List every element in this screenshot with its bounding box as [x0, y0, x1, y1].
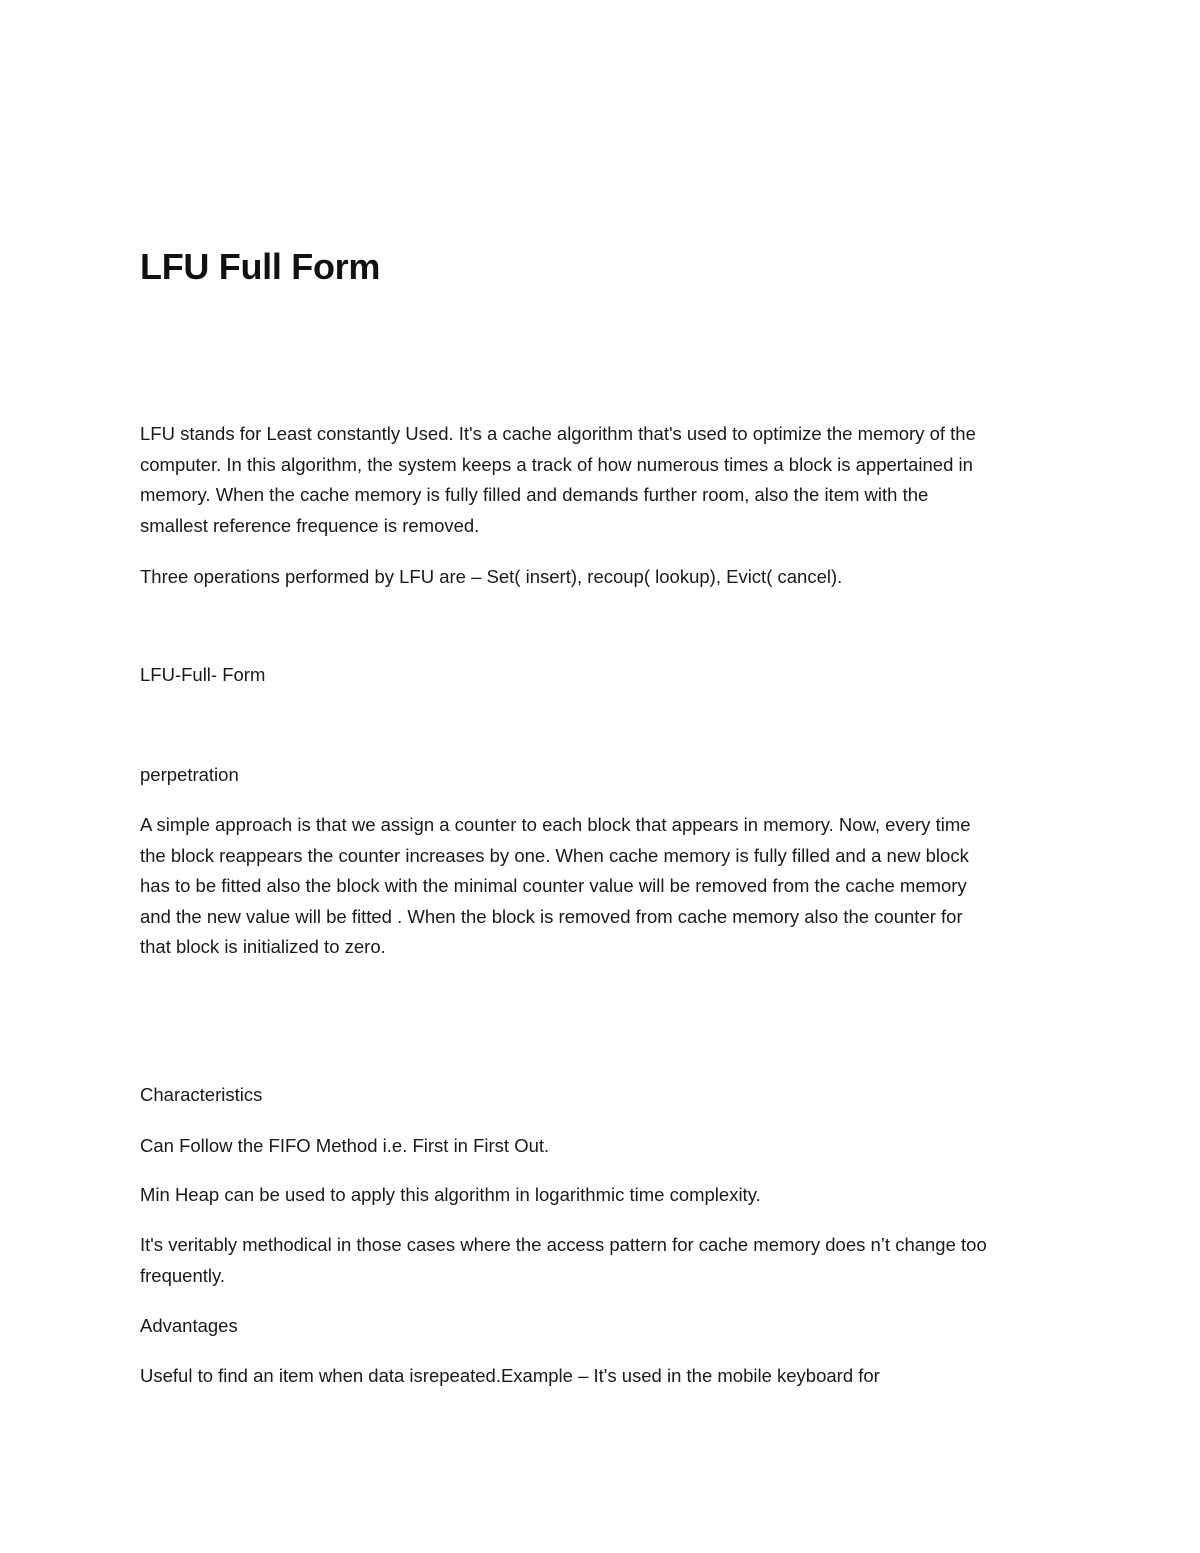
- characteristic-line: It's veritably methodical in those cases where the access pattern for cache memory does n’t change too: [140, 1234, 987, 1255]
- characteristic-text: Min Heap can be used to apply this algorithm in logarithmic time complexity.: [140, 1184, 761, 1205]
- implementation-line: and the new value will be fitted . When the block is removed from cache memory also the counter for: [140, 905, 963, 927]
- characteristic-item: [140, 1180, 1055, 1211]
- advantages-heading-text: Advantages: [140, 1315, 238, 1336]
- implementation-heading-text: perpetration: [140, 764, 239, 785]
- intro-line: computer. In this algorithm, the system keeps a track of how numerous times a block is appertained in: [140, 453, 973, 475]
- intro-line: smallest reference frequence is removed.: [140, 514, 480, 536]
- characteristic-item: [140, 1230, 1055, 1291]
- advantages-heading: [140, 1311, 1055, 1342]
- advantage-text: Useful to find an item when data isrepeated.Example – It's used in the mobile keyboard for: [140, 1365, 880, 1386]
- implementation-line: has to be fitted also the block with the minimal counter value will be removed from the cache memory: [140, 875, 967, 896]
- advantage-item: [140, 1361, 1055, 1392]
- image-caption: [140, 660, 1055, 691]
- characteristics-heading: [140, 1080, 1055, 1111]
- implementation-line: the block reappears the counter increases by one. When cache memory is fully filled and a new block: [140, 844, 969, 866]
- operations-paragraph: [140, 562, 1055, 593]
- implementation-line: A simple approach is that we assign a counter to each block that appears in memory. Now, every time: [140, 814, 971, 835]
- intro-line: memory. When the cache memory is fully filled and demands further room, also the item with the: [140, 484, 929, 505]
- intro-line: LFU stands for Least constantly Used. It's a cache algorithm that's used to optimize the memory of the: [140, 423, 976, 444]
- characteristics-heading-text: Characteristics: [140, 1084, 263, 1105]
- intro-paragraph: [140, 419, 1055, 541]
- image-caption-text: LFU-Full- Form: [140, 664, 266, 685]
- implementation-line: that block is initialized to zero.: [140, 936, 386, 957]
- operations-text: Three operations performed by LFU are – Set( insert), recoup( lookup), Evict( cancel).: [140, 566, 843, 587]
- implementation-heading: [140, 760, 1055, 791]
- document-title: LFU Full Form: [140, 246, 381, 287]
- characteristic-text: Can Follow the FIFO Method i.e. First in First Out.: [140, 1135, 550, 1156]
- characteristic-item: [140, 1131, 1055, 1162]
- characteristic-line: frequently.: [140, 1264, 226, 1286]
- implementation-paragraph: [140, 810, 1055, 963]
